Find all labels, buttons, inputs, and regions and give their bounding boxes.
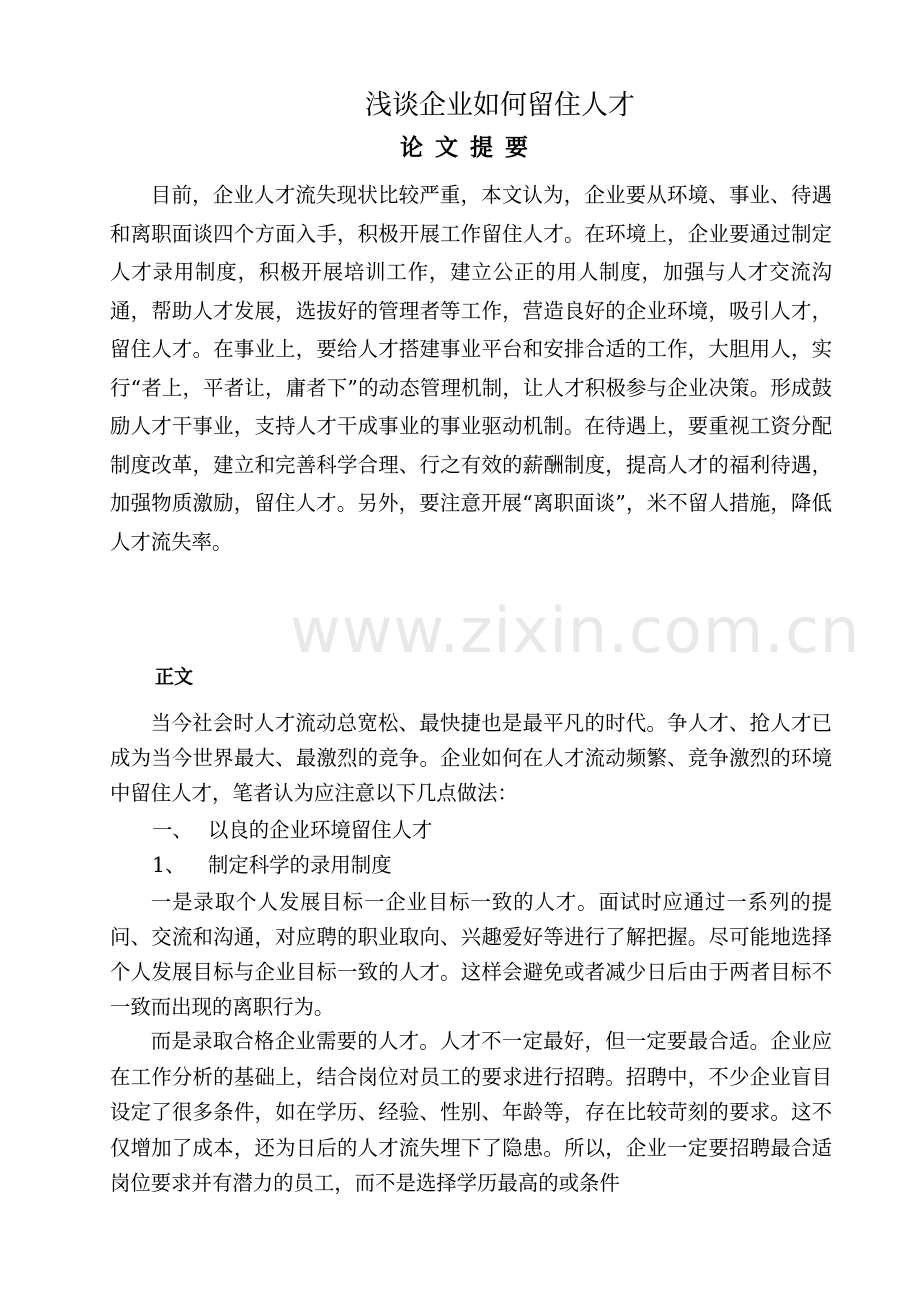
section-heading-1 bbox=[152, 815, 432, 845]
subsection-number: 1、 bbox=[152, 853, 186, 877]
document-title: 浅谈企业如何留住人才 bbox=[365, 90, 635, 121]
subsection-heading-1 bbox=[152, 850, 392, 880]
subsection-title: 制定科学的录用制度 bbox=[208, 853, 392, 877]
body-heading: 正文 bbox=[155, 666, 194, 688]
body-paragraph-2: 而是录取合格企业需要的人才。人才不一定最好，但一定要最合适。企业应在工作分析的基础上，结合岗位对员工的要求进行招聘。招聘中，不少企业盲目设定了很多条件，如在学历、经验、性别、年龄等，存在比较苛刻的要求。这不仅增加了成本，还为日后的人才流失埋下了隐患。所以，企业一定要招聘最合适岗位要求并有潜力的员工，而不是选择学历最高的或条件 bbox=[110, 1029, 832, 1195]
abstract-paragraph: 目前，企业人才流失现状比较严重，本文认为，企业要从环境、事业、待遇和离职面谈四个方面入手，积极开展工作留住人才。在环境上，企业要通过制定人才录用制度，积极开展培训工作，建立公正的用人制度，加强与人才交流沟通，帮助人才发展，选拔好的管理者等工作，营造良好的企业环境，吸引人才，留住人才。在事业上，要给人才搭建事业平台和安排合适的工作，大胆用人，实行“者上，平者让，庸者下”的动态管理机制，让人才积极参与企业决策。形成鼓励人才干事业，支持人才干成事业的事业驱动机制。在待遇上，要重视工资分配制度改革，建立和完善科学合理、行之有效的薪酬制度，提高人才的福利待遇，加强物质激励，留住人才。另外，要注意开展“离职面谈”，米不留人措施，降低人才流失率。 bbox=[110, 183, 832, 554]
abstract-heading: 论文提要 bbox=[400, 135, 540, 161]
section-title: 以良的企业环境留住人才 bbox=[208, 818, 433, 842]
section-number: 一、 bbox=[152, 818, 193, 842]
intro-paragraph: 当今社会时人才流动总宽松、最快捷也是最平凡的时代。争人才、抢人才已成为当今世界最大、最激烈的竞争。企业如何在人才流动频繁、竞争激烈的环境中留住人才，笔者认为应注意以下几点做法： bbox=[110, 711, 832, 805]
watermark: www.zixin.com.cn bbox=[290, 594, 861, 667]
body-paragraph-1: 一是录取个人发展目标一企业目标一致的人才。面试时应通过一系列的提问、交流和沟通，对应聘的职业取向、兴趣爱好等进行了解把握。尽可能地选择个人发展目标与企业目标一致的人才。这样会避免或者减少日后由于两者目标不一致而出现的离职行为。 bbox=[110, 890, 832, 1019]
